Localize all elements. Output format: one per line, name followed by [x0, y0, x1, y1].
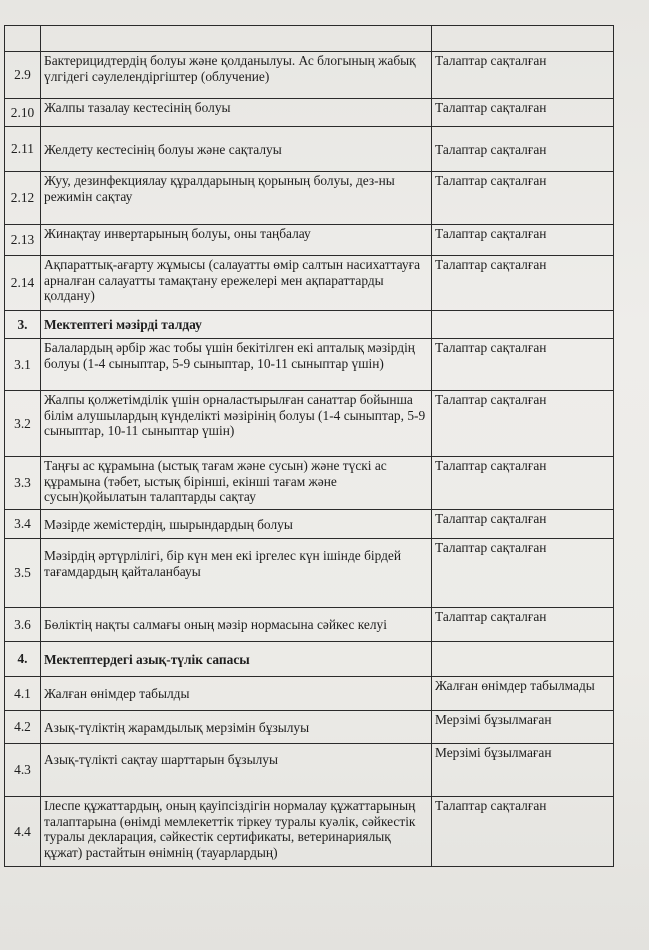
row-number: 3.4 — [5, 510, 41, 539]
table-row — [5, 510, 614, 539]
row-text: Жалпы тазалау кестесінің болуы — [41, 99, 432, 127]
row-status: Мерзімі бұзылмаған — [432, 744, 614, 797]
row-status — [432, 26, 614, 52]
row-number: 2.10 — [5, 99, 41, 127]
row-number: 4.4 — [5, 797, 41, 867]
table-row — [5, 225, 614, 256]
row-number: 2.12 — [5, 172, 41, 225]
table-row — [5, 457, 614, 510]
section-header-row — [5, 642, 614, 677]
row-status: Мерзімі бұзылмаған — [432, 711, 614, 744]
table-row — [5, 539, 614, 608]
row-status: Талаптар сақталған — [432, 391, 614, 457]
table-row — [5, 52, 614, 99]
table-row — [5, 391, 614, 457]
row-number: 3.5 — [5, 539, 41, 608]
table-row — [5, 99, 614, 127]
section-header-row — [5, 311, 614, 339]
row-number: 2.11 — [5, 127, 41, 172]
row-status: Талаптар сақталған — [432, 172, 614, 225]
row-status: Талаптар сақталған — [432, 510, 614, 539]
section-number: 3. — [5, 311, 41, 339]
row-number: 3.2 — [5, 391, 41, 457]
row-status: Талаптар сақталған — [432, 256, 614, 311]
row-text: Мәзірдің әртүрлілігі, бір күн мен екі іргелес күн ішінде бірдей тағамдардың қайталанбауы — [41, 539, 432, 608]
row-text: Азық-түлікті сақтау шарттарын бұзылуы — [41, 744, 432, 797]
row-text: Желдету кестесінің болуы және сақталуы — [41, 127, 432, 172]
table-row — [5, 608, 614, 642]
row-status: Талаптар сақталған — [432, 127, 614, 172]
row-text: Бөліктің нақты салмағы оның мәзір нормасына сәйкес келуі — [41, 608, 432, 642]
row-text: Ақпараттық-ағарту жұмысы (салауатты өмір салтын насихаттауға арналған салауатты тамақтану ережелері мен ақпараттарды қолдану) — [41, 256, 432, 311]
row-number: 3.3 — [5, 457, 41, 510]
row-text: Жинақтау инвертарының болуы, оны таңбалау — [41, 225, 432, 256]
section-number: 4. — [5, 642, 41, 677]
table-row — [5, 26, 614, 52]
row-number: 3.1 — [5, 339, 41, 391]
row-number: 2.13 — [5, 225, 41, 256]
row-text: Ілеспе құжаттардың, оның қауіпсіздігін нормалау құжаттарының талаптарына (өнімді мемлекеттік тіркеу туралы куәлік, сәйкестік туралы декларация, сәйкестік сертификаты, ветеринариялық құжат) растайтын өнімнің (тауарлардың) — [41, 797, 432, 867]
row-status: Талаптар сақталған — [432, 52, 614, 99]
table-row — [5, 172, 614, 225]
table-row — [5, 744, 614, 797]
section-title: Мектептердегі азық-түлік сапасы — [41, 642, 432, 677]
row-status: Талаптар сақталған — [432, 99, 614, 127]
row-number: 4.2 — [5, 711, 41, 744]
row-number: 2.9 — [5, 52, 41, 99]
row-text: Жалған өнімдер табылды — [41, 677, 432, 711]
row-status: Талаптар сақталған — [432, 457, 614, 510]
row-status: Жалған өнімдер табылмады — [432, 677, 614, 711]
row-number: 3.6 — [5, 608, 41, 642]
row-text: Таңғы ас құрамына (ыстық тағам және сусын) және түскі ас құрамына (тәбет, ыстық бірінші, екінші тағам және сусын)қойылатын талаптарды сақтау — [41, 457, 432, 510]
row-status — [432, 642, 614, 677]
row-number: 4.3 — [5, 744, 41, 797]
row-text: Жуу, дезинфекциялау құралдарының қорының болуы, дез-ны режимін сақтау — [41, 172, 432, 225]
row-status: Талаптар сақталған — [432, 539, 614, 608]
row-text: Азық-түліктің жарамдылық мерзімін бұзылуы — [41, 711, 432, 744]
row-status: Талаптар сақталған — [432, 608, 614, 642]
table-row — [5, 127, 614, 172]
row-status: Талаптар сақталған — [432, 339, 614, 391]
row-number: 4.1 — [5, 677, 41, 711]
table-row — [5, 256, 614, 311]
section-title: Мектептегі мәзірді талдау — [41, 311, 432, 339]
row-text: Бактерицидтердің болуы және қолданылуы. Ас блогының жабық үлгідегі сәулелендіргіштер (облучение) — [41, 52, 432, 99]
row-status — [432, 311, 614, 339]
row-text: Балалардың әрбір жас тобы үшін бекітілген екі апталық мәзірдің болуы (1-4 сыныптар, 5-9 сыныптар, 10-11 сыныптар үшін) — [41, 339, 432, 391]
row-text: Жалпы қолжетімділік үшін орналастырылған санаттар бойынша білім алушылардың күнделікті мәзірінің болуы (1-4 сыныптар, 5-9 сыныптар, 10-11 сыныптар үшін) — [41, 391, 432, 457]
row-number: 2.14 — [5, 256, 41, 311]
row-text: Мәзірде жемістердің, шырындардың болуы — [41, 510, 432, 539]
table-row — [5, 711, 614, 744]
row-status: Талаптар сақталған — [432, 225, 614, 256]
inspection-table — [4, 25, 614, 867]
row-text — [41, 26, 432, 52]
table-row — [5, 677, 614, 711]
row-number — [5, 26, 41, 52]
row-status: Талаптар сақталған — [432, 797, 614, 867]
table-row — [5, 339, 614, 391]
table-row — [5, 797, 614, 867]
